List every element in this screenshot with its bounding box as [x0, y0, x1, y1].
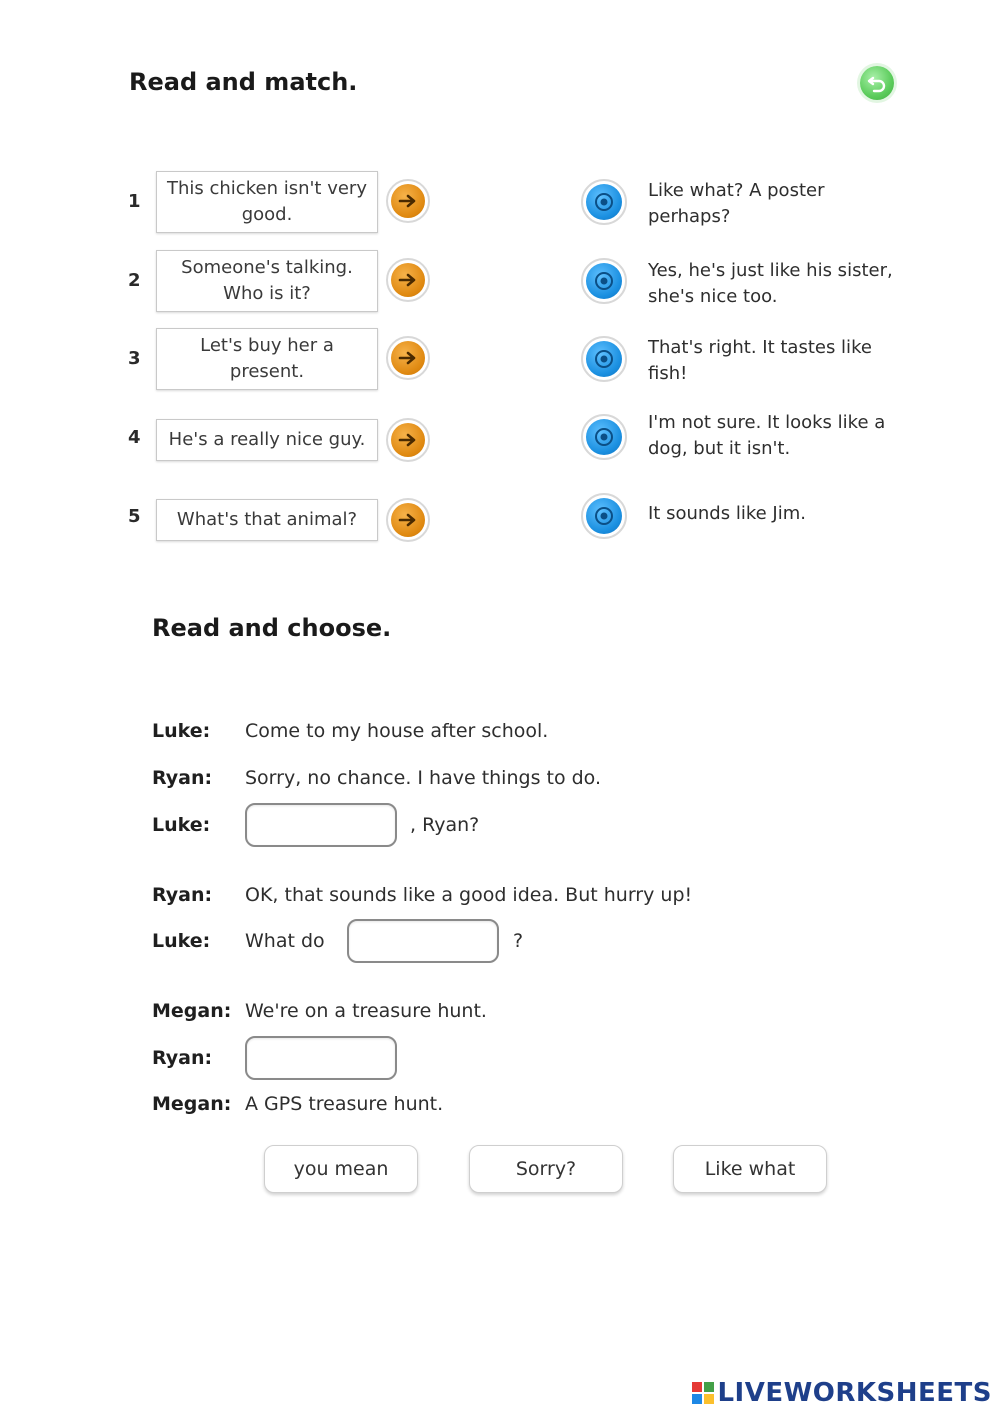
- match-answer-1: Like what? A poster perhaps?: [648, 180, 825, 227]
- item-number-1: 1: [128, 191, 141, 212]
- dialogue-line-2: Sorry, no chance. I have things to do.: [245, 767, 602, 789]
- dialogue-line-3: , Ryan?: [410, 814, 480, 836]
- arrow-right-icon: [398, 432, 418, 448]
- match-target-2[interactable]: [581, 258, 627, 304]
- speaker-6: Megan:: [152, 1000, 232, 1022]
- item-number-5: 5: [128, 506, 141, 527]
- target-icon: [593, 505, 615, 527]
- match-answer-4: I'm not sure. It looks like a dog, but it isn't.: [648, 412, 886, 459]
- match-arrow-1[interactable]: [386, 179, 430, 223]
- target-icon: [593, 426, 615, 448]
- speaker-7: Ryan:: [152, 1047, 213, 1069]
- option-like-what[interactable]: Like what: [673, 1145, 827, 1193]
- choose-title: Read and choose.: [152, 614, 392, 642]
- dialogue-line-1: Come to my house after school.: [245, 720, 549, 742]
- item-number-2: 2: [128, 270, 141, 291]
- match-title: Read and match.: [129, 68, 358, 96]
- arrow-right-icon: [398, 512, 418, 528]
- match-answer-5: It sounds like Jim.: [648, 503, 806, 524]
- match-item-3: Let's buy her a present.: [156, 328, 378, 390]
- drop-zone-1[interactable]: [245, 803, 397, 847]
- brand-logo: [692, 1378, 992, 1408]
- speaker-3: Luke:: [152, 814, 211, 836]
- drop-zone-2[interactable]: [347, 919, 499, 963]
- brand-name: LIVEWORKSHEETS: [717, 1378, 992, 1408]
- match-target-5[interactable]: [581, 493, 627, 539]
- match-item-5: What's that animal?: [156, 499, 378, 541]
- match-arrow-2[interactable]: [386, 258, 430, 302]
- dialogue-line-6: We're on a treasure hunt.: [245, 1000, 487, 1022]
- match-answer-2: Yes, he's just like his sister, she's nice too.: [648, 260, 893, 307]
- arrow-right-icon: [398, 350, 418, 366]
- speaker-5: Luke:: [152, 930, 211, 952]
- match-target-3[interactable]: [581, 336, 627, 382]
- dialogue-line-4: OK, that sounds like a good idea. But hurry up!: [245, 884, 693, 906]
- undo-icon: [866, 72, 888, 94]
- item-number-3: 3: [128, 348, 141, 369]
- dialogue-line-5-before: What do: [245, 930, 325, 952]
- target-icon: [593, 191, 615, 213]
- speaker-8: Megan:: [152, 1093, 232, 1115]
- match-item-4: He's a really nice guy.: [156, 419, 378, 461]
- reset-button[interactable]: [860, 66, 894, 100]
- match-target-1[interactable]: [581, 179, 627, 225]
- dialogue-line-5-after: ?: [513, 930, 524, 952]
- speaker-4: Ryan:: [152, 884, 213, 906]
- option-you-mean[interactable]: you mean: [264, 1145, 418, 1193]
- match-arrow-3[interactable]: [386, 336, 430, 380]
- arrow-right-icon: [398, 272, 418, 288]
- dialogue-line-8: A GPS treasure hunt.: [245, 1093, 444, 1115]
- drop-zone-3[interactable]: [245, 1036, 397, 1080]
- target-icon: [593, 348, 615, 370]
- item-number-4: 4: [128, 427, 141, 448]
- match-arrow-5[interactable]: [386, 498, 430, 542]
- match-target-4[interactable]: [581, 414, 627, 460]
- match-item-2: Someone's talking. Who is it?: [156, 250, 378, 312]
- speaker-1: Luke:: [152, 720, 211, 742]
- match-answer-3: That's right. It tastes like fish!: [648, 337, 872, 384]
- speaker-2: Ryan:: [152, 767, 213, 789]
- match-arrow-4[interactable]: [386, 418, 430, 462]
- target-icon: [593, 270, 615, 292]
- match-item-1: This chicken isn't very good.: [156, 171, 378, 233]
- brand-mark-icon: [692, 1382, 714, 1404]
- arrow-right-icon: [398, 193, 418, 209]
- option-sorry[interactable]: Sorry?: [469, 1145, 623, 1193]
